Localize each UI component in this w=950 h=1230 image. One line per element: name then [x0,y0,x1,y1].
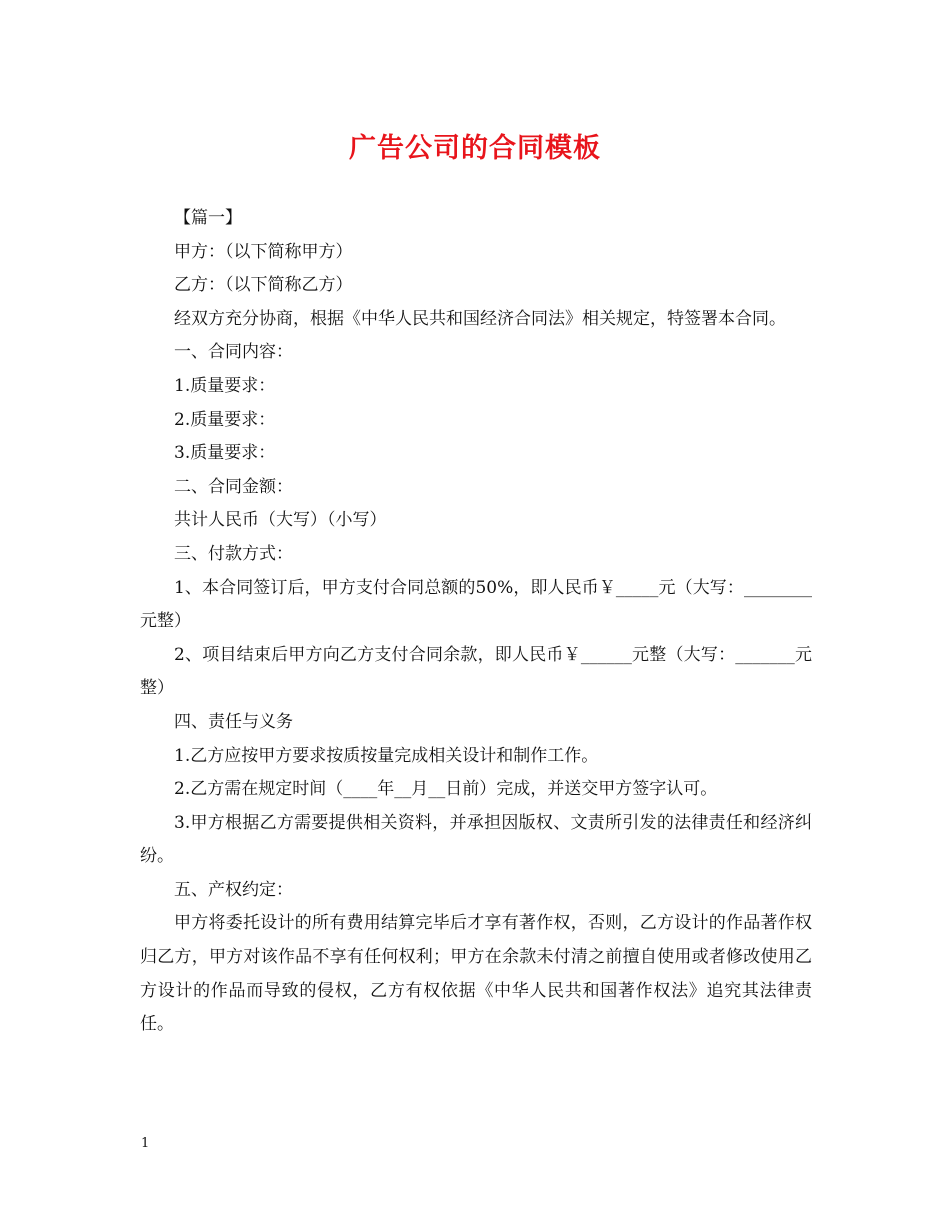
section-heading-part-one: 【篇一】 [174,208,242,228]
responsibility-clause-2: 2.乙方需在规定时间（____年__月__日前）完成，并送交甲方签字认可。 [174,779,718,800]
section-contract-amount: 二、合同金额： [174,476,293,497]
property-rights-paragraph: 甲方将委托设计的所有费用结算完毕后才享有著作权，否则，乙方设计的作品著作权归乙方，甲方对该作品不享有任何权利；甲方在余款未付清之前擅自使用或者修改使用乙方设计的作品而导致的侵权，乙方有权依据《中华人民共和国著作权法》追究其法律责任。 [140,913,812,1035]
quality-requirement-2: 2.质量要求： [174,409,276,430]
payment-clause-1: 1、本合同签订后，甲方支付合同总额的50%，即人民币￥_____元（大写：________元整） [140,577,812,632]
section-payment-method: 三、付款方式： [174,543,293,564]
responsibility-clause-3: 3.甲方根据乙方需要提供相关资料，并承担因版权、文责所引发的法律责任和经济纠纷。 [140,812,812,867]
document-body [140,202,812,1042]
page-number: 1 [141,1136,150,1151]
section-property-rights: 五、产权约定： [174,879,293,900]
quality-requirement-1: 1.质量要求： [174,375,276,396]
payment-clause-2: 2、项目结束后甲方向乙方支付合同余款，即人民币￥______元整（大写：_______元整） [140,644,812,699]
party-b-line: 乙方：（以下简称乙方） [174,275,353,296]
preamble-paragraph: 经双方充分协商，根据《中华人民共和国经济合同法》相关规定，特签署本合同。 [174,308,786,329]
responsibility-clause-1: 1.乙方应按甲方要求按质按量完成相关设计和制作工作。 [174,745,599,766]
section-contract-content: 一、合同内容： [174,342,293,363]
section-responsibilities: 四、责任与义务 [174,711,293,732]
amount-line: 共计人民币（大写）（小写） [174,510,387,531]
quality-requirement-3: 3.质量要求： [174,443,276,464]
document-title: 广告公司的合同模板 [349,133,601,164]
party-a-line: 甲方：（以下简称甲方） [174,241,353,262]
